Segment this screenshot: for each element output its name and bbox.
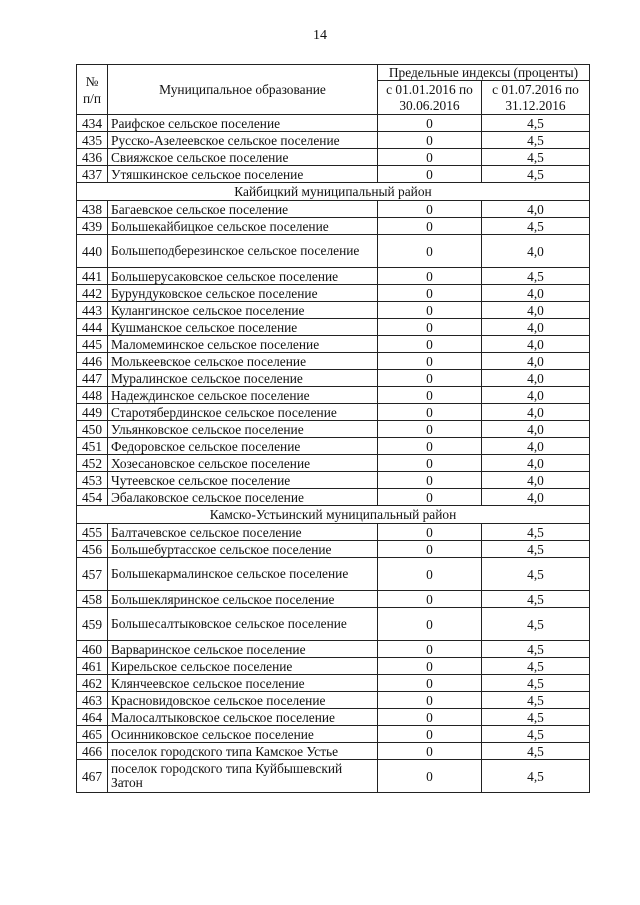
- row-number: 467: [77, 760, 108, 793]
- row-index-period-1: 0: [378, 353, 482, 370]
- table-row: [77, 353, 590, 370]
- row-index-period-2: 4,0: [482, 353, 590, 370]
- table-row: [77, 743, 590, 760]
- row-municipality: Раифское сельское поселение: [108, 115, 378, 132]
- table-row: [77, 489, 590, 506]
- row-index-period-1: 0: [378, 218, 482, 235]
- row-municipality: Старотябердинское сельское поселение: [108, 404, 378, 421]
- row-index-period-2: 4,0: [482, 235, 590, 268]
- row-index-period-2: 4,5: [482, 608, 590, 641]
- row-index-period-1: 0: [378, 404, 482, 421]
- row-municipality: Кушманское сельское поселение: [108, 319, 378, 336]
- indices-table: [76, 64, 590, 793]
- row-index-period-1: 0: [378, 608, 482, 641]
- table-row: [77, 658, 590, 675]
- row-index-period-1: 0: [378, 235, 482, 268]
- row-index-period-1: 0: [378, 558, 482, 591]
- table-row: [77, 438, 590, 455]
- row-index-period-1: 0: [378, 421, 482, 438]
- table-row: [77, 760, 590, 793]
- row-municipality: Свияжское сельское поселение: [108, 149, 378, 166]
- table-row: [77, 201, 590, 218]
- row-municipality: Багаевское сельское поселение: [108, 201, 378, 218]
- row-index-period-1: 0: [378, 387, 482, 404]
- row-municipality: Большерусаковское сельское поселение: [108, 268, 378, 285]
- row-number: 457: [77, 558, 108, 591]
- row-index-period-1: 0: [378, 201, 482, 218]
- row-index-period-2: 4,0: [482, 336, 590, 353]
- table-row: [77, 421, 590, 438]
- row-municipality: Кирельское сельское поселение: [108, 658, 378, 675]
- row-index-period-1: 0: [378, 115, 482, 132]
- row-municipality: Большекайбицкое сельское поселение: [108, 218, 378, 235]
- row-number: 436: [77, 149, 108, 166]
- row-number: 452: [77, 455, 108, 472]
- row-index-period-2: 4,5: [482, 524, 590, 541]
- row-number: 464: [77, 709, 108, 726]
- table-row: [77, 524, 590, 541]
- row-number: 446: [77, 353, 108, 370]
- table-row: [77, 336, 590, 353]
- table-row: [77, 285, 590, 302]
- row-municipality: Клянчеевское сельское поселение: [108, 675, 378, 692]
- row-number: 455: [77, 524, 108, 541]
- row-municipality: Надеждинское сельское поселение: [108, 387, 378, 404]
- row-number: 466: [77, 743, 108, 760]
- row-municipality: поселок городского типа Куйбышевский Затон: [108, 760, 378, 793]
- row-index-period-2: 4,0: [482, 285, 590, 302]
- table-row: [77, 235, 590, 268]
- table-row: [77, 166, 590, 183]
- row-number: 443: [77, 302, 108, 319]
- row-index-period-1: 0: [378, 166, 482, 183]
- row-index-period-2: 4,5: [482, 558, 590, 591]
- row-index-period-1: 0: [378, 591, 482, 608]
- table-row: [77, 726, 590, 743]
- row-municipality: Эбалаковское сельское поселение: [108, 489, 378, 506]
- row-municipality: Чутеевское сельское поселение: [108, 472, 378, 489]
- row-number: 449: [77, 404, 108, 421]
- row-index-period-2: 4,0: [482, 302, 590, 319]
- row-index-period-1: 0: [378, 760, 482, 793]
- table-row: [77, 709, 590, 726]
- header-indices: Предельные индексы (проценты): [378, 65, 590, 81]
- row-index-period-2: 4,5: [482, 658, 590, 675]
- row-index-period-2: 4,5: [482, 743, 590, 760]
- row-index-period-2: 4,5: [482, 641, 590, 658]
- table-row: [77, 472, 590, 489]
- row-index-period-2: 4,0: [482, 421, 590, 438]
- row-number: 439: [77, 218, 108, 235]
- table-row: [77, 218, 590, 235]
- row-index-period-2: 4,5: [482, 709, 590, 726]
- page-number: 14: [313, 28, 327, 43]
- row-municipality: Ульянковское сельское поселение: [108, 421, 378, 438]
- row-municipality: Кулангинское сельское поселение: [108, 302, 378, 319]
- row-index-period-2: 4,0: [482, 438, 590, 455]
- row-municipality: поселок городского типа Камское Устье: [108, 743, 378, 760]
- row-index-period-2: 4,0: [482, 201, 590, 218]
- row-index-period-1: 0: [378, 149, 482, 166]
- row-municipality: Балтачевское сельское поселение: [108, 524, 378, 541]
- table-row: [77, 302, 590, 319]
- row-municipality: Федоровское сельское поселение: [108, 438, 378, 455]
- row-number: 442: [77, 285, 108, 302]
- row-index-period-1: 0: [378, 285, 482, 302]
- row-municipality: Хозесановское сельское поселение: [108, 455, 378, 472]
- row-index-period-2: 4,5: [482, 726, 590, 743]
- row-municipality: Утяшкинское сельское поселение: [108, 166, 378, 183]
- table-row: [77, 149, 590, 166]
- row-municipality: Бурундуковское сельское поселение: [108, 285, 378, 302]
- row-index-period-2: 4,5: [482, 115, 590, 132]
- table-row: [77, 675, 590, 692]
- table-row: [77, 132, 590, 149]
- row-index-period-2: 4,5: [482, 132, 590, 149]
- header-period-1: с 01.01.2016 по 30.06.2016: [378, 81, 482, 115]
- section-title: Камско-Устьинский муниципальный район: [77, 506, 590, 524]
- row-index-period-1: 0: [378, 370, 482, 387]
- row-index-period-1: 0: [378, 743, 482, 760]
- row-index-period-2: 4,0: [482, 489, 590, 506]
- row-number: 437: [77, 166, 108, 183]
- row-index-period-2: 4,0: [482, 404, 590, 421]
- row-number: 435: [77, 132, 108, 149]
- row-municipality: Большекармалинское сельское поселение: [108, 558, 378, 591]
- row-number: 440: [77, 235, 108, 268]
- row-index-period-1: 0: [378, 541, 482, 558]
- row-index-period-1: 0: [378, 726, 482, 743]
- row-index-period-2: 4,0: [482, 455, 590, 472]
- row-number: 458: [77, 591, 108, 608]
- row-municipality: Молькеевское сельское поселение: [108, 353, 378, 370]
- row-number: 463: [77, 692, 108, 709]
- row-index-period-2: 4,5: [482, 166, 590, 183]
- row-index-period-2: 4,5: [482, 149, 590, 166]
- row-index-period-1: 0: [378, 489, 482, 506]
- row-number: 461: [77, 658, 108, 675]
- row-index-period-2: 4,0: [482, 370, 590, 387]
- row-number: 438: [77, 201, 108, 218]
- header-period-2: с 01.07.2016 по 31.12.2016: [482, 81, 590, 115]
- row-index-period-2: 4,0: [482, 472, 590, 489]
- row-municipality: Большесалтыковское сельское поселение: [108, 608, 378, 641]
- section-row: [77, 506, 590, 524]
- table-row: [77, 455, 590, 472]
- row-index-period-2: 4,5: [482, 541, 590, 558]
- row-index-period-1: 0: [378, 524, 482, 541]
- table-row: [77, 115, 590, 132]
- row-index-period-2: 4,5: [482, 268, 590, 285]
- table-row: [77, 641, 590, 658]
- row-number: 454: [77, 489, 108, 506]
- row-index-period-1: 0: [378, 438, 482, 455]
- row-municipality: Большекляринское сельское поселение: [108, 591, 378, 608]
- row-number: 448: [77, 387, 108, 404]
- table-row: [77, 591, 590, 608]
- row-number: 460: [77, 641, 108, 658]
- row-municipality: Русско-Азелеевское сельское поселение: [108, 132, 378, 149]
- row-index-period-2: 4,0: [482, 387, 590, 404]
- row-index-period-1: 0: [378, 675, 482, 692]
- row-index-period-2: 4,5: [482, 675, 590, 692]
- row-number: 456: [77, 541, 108, 558]
- row-number: 444: [77, 319, 108, 336]
- section-title: Кайбицкий муниципальный район: [77, 183, 590, 201]
- header-municipality: Муниципальное образование: [108, 65, 378, 115]
- table-body: [77, 115, 590, 793]
- row-index-period-2: 4,5: [482, 760, 590, 793]
- row-number: 459: [77, 608, 108, 641]
- row-number: 434: [77, 115, 108, 132]
- row-index-period-2: 4,5: [482, 692, 590, 709]
- row-index-period-2: 4,5: [482, 218, 590, 235]
- table-row: [77, 558, 590, 591]
- row-number: 462: [77, 675, 108, 692]
- row-index-period-1: 0: [378, 319, 482, 336]
- row-number: 447: [77, 370, 108, 387]
- row-index-period-2: 4,0: [482, 319, 590, 336]
- row-number: 441: [77, 268, 108, 285]
- row-index-period-1: 0: [378, 132, 482, 149]
- row-index-period-1: 0: [378, 336, 482, 353]
- table-row: [77, 370, 590, 387]
- row-index-period-1: 0: [378, 455, 482, 472]
- row-number: 451: [77, 438, 108, 455]
- row-municipality: Большебуртасское сельское поселение: [108, 541, 378, 558]
- row-index-period-1: 0: [378, 641, 482, 658]
- row-municipality: Малосалтыковское сельское поселение: [108, 709, 378, 726]
- row-municipality: Красновидовское сельское поселение: [108, 692, 378, 709]
- row-index-period-1: 0: [378, 658, 482, 675]
- row-number: 450: [77, 421, 108, 438]
- header-number: № п/п: [77, 65, 108, 115]
- row-municipality: Осинниковское сельское поселение: [108, 726, 378, 743]
- row-number: 445: [77, 336, 108, 353]
- row-municipality: Маломеминское сельское поселение: [108, 336, 378, 353]
- row-municipality: Муралинское сельское поселение: [108, 370, 378, 387]
- table-row: [77, 608, 590, 641]
- table-row: [77, 268, 590, 285]
- row-index-period-1: 0: [378, 268, 482, 285]
- table-row: [77, 692, 590, 709]
- row-municipality: Большеподберезинское сельское поселение: [108, 235, 378, 268]
- row-index-period-1: 0: [378, 302, 482, 319]
- row-number: 465: [77, 726, 108, 743]
- row-number: 453: [77, 472, 108, 489]
- row-index-period-1: 0: [378, 692, 482, 709]
- section-row: [77, 183, 590, 201]
- row-index-period-1: 0: [378, 709, 482, 726]
- row-index-period-2: 4,5: [482, 591, 590, 608]
- table-row: [77, 319, 590, 336]
- table-row: [77, 387, 590, 404]
- table-row: [77, 541, 590, 558]
- table-row: [77, 404, 590, 421]
- row-index-period-1: 0: [378, 472, 482, 489]
- row-municipality: Варваринское сельское поселение: [108, 641, 378, 658]
